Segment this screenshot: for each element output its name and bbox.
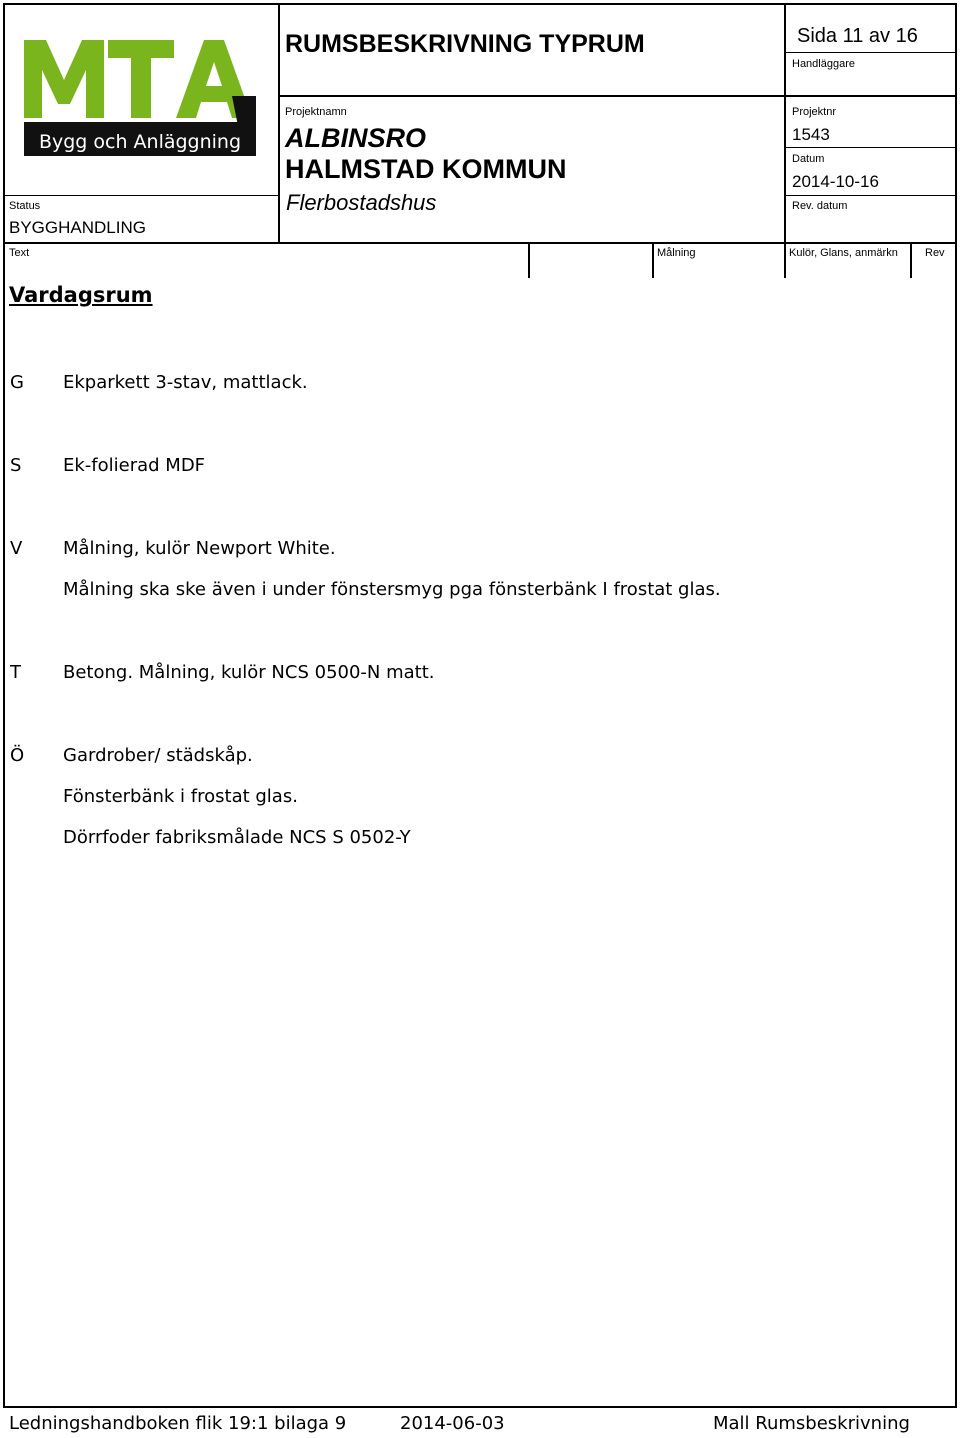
entry-code-ovrigt: Ö: [10, 745, 25, 766]
column-header-malning: Målning: [657, 247, 696, 259]
divider: [910, 244, 912, 278]
column-header-text: Text: [9, 247, 30, 259]
entry-code-golv: G: [10, 372, 24, 393]
column-header-kulor: Kulör, Glans, anmärkn: [789, 247, 898, 259]
entry-text: Målning ska ske även i under fönstersmyg pga fönsterbänk I frostat glas.: [63, 579, 721, 600]
project-name-primary: ALBINSRO: [285, 123, 426, 153]
projektnr-value: 1543: [792, 125, 830, 144]
entry-code-sockel: S: [10, 455, 22, 476]
handlaggare-label: Handläggare: [792, 58, 855, 70]
company-logo: [24, 36, 256, 156]
divider: [786, 52, 957, 53]
divider: [652, 244, 654, 278]
divider: [280, 95, 957, 97]
divider: [3, 195, 280, 196]
project-type: Flerbostadshus: [286, 190, 437, 215]
entry-code-tak: T: [10, 662, 21, 683]
room-heading: Vardagsrum: [9, 283, 153, 307]
status-label: Status: [9, 200, 41, 212]
divider: [784, 3, 786, 243]
entry-text: Målning, kulör Newport White.: [63, 538, 336, 559]
datum-label: Datum: [792, 153, 825, 165]
logo-tagline: Bygg och Anläggning: [38, 131, 242, 153]
divider: [784, 244, 786, 278]
document-title: RUMSBESKRIVNING TYPRUM: [285, 30, 645, 58]
entry-text: Dörrfoder fabriksmålade NCS S 0502-Y: [63, 827, 411, 848]
status-value: BYGGHANDLING: [9, 218, 146, 237]
footer-template: Mall Rumsbeskrivning: [713, 1413, 910, 1434]
entry-text: Ekparkett 3-stav, mattlack.: [63, 372, 308, 393]
divider: [786, 195, 957, 196]
divider: [278, 3, 280, 243]
projektnr-label: Projektnr: [792, 106, 837, 118]
entry-code-vagg: V: [10, 538, 23, 559]
projektnamn-label: Projektnamn: [285, 106, 347, 118]
footer-reference: Ledningshandboken flik 19:1 bilaga 9: [9, 1413, 347, 1434]
entry-text: Ek-folierad MDF: [63, 455, 206, 476]
entry-text: Fönsterbänk i frostat glas.: [63, 786, 298, 807]
column-header-rev: Rev: [925, 247, 945, 259]
divider: [528, 244, 530, 278]
footer-date: 2014-06-03: [400, 1413, 505, 1434]
datum-value: 2014-10-16: [792, 172, 879, 191]
rev-datum-label: Rev. datum: [792, 200, 848, 212]
mta-logo-icon: [24, 36, 256, 156]
entry-text: Gardrober/ städskåp.: [63, 745, 253, 766]
divider: [3, 242, 957, 244]
page-info: Sida 11 av 16: [797, 25, 918, 47]
divider: [786, 147, 957, 148]
project-name-secondary: HALMSTAD KOMMUN: [285, 154, 567, 184]
document-sheet: [3, 3, 957, 1408]
entry-text: Betong. Målning, kulör NCS 0500-N matt.: [63, 662, 435, 683]
